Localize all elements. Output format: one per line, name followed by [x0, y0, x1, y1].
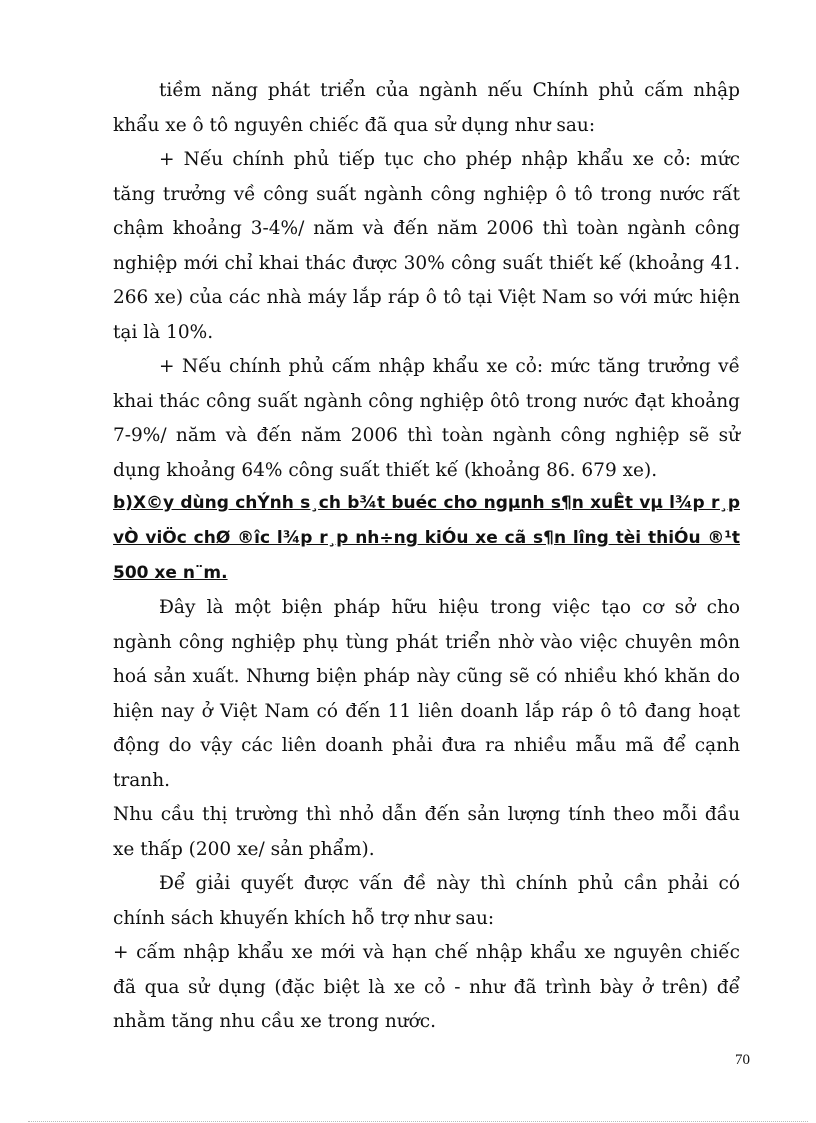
text-block-top — [113, 74, 740, 488]
text-block-bottom — [113, 486, 740, 1040]
paragraph-measure: Đây là một biện pháp hữu hiệu trong việc tạo cơ sở cho ngành công nghiệp phụ tùng phát triển nhờ vào việc chuyên môn hoá sản xuất. Nhưng biện pháp này cũng sẽ có nhiều khó khăn do hiện nay ở Việt Nam có đến 11 liên doanh lắp ráp ô tô đang hoạt động do vậy các liên doanh phải đưa ra nhiều mẫu mã để cạnh tranh. — [113, 597, 740, 791]
paragraph-allow-import: + Nếu chính phủ tiếp tục cho phép nhập khẩu xe cỏ: mức tăng trưởng về công suất ngành công nghiệp ô tô trong nước rất chậm khoảng 3-4%/ năm và đến năm 2006 thì toàn ngành công nghiệp mới chỉ khai thác được 30% công suất thiết kế (khoảng 41. 266 xe) của các nhà máy lắp ráp ô tô tại Việt Nam so với mức hiện tại là 10%. — [113, 149, 740, 343]
bottom-divider — [28, 1121, 808, 1122]
paragraph-ban-import: + Nếu chính phủ cấm nhập khẩu xe cỏ: mức tăng trưởng về khai thác công suất ngành công nghiệp ôtô trong nước đạt khoảng 7-9%/ năm và đến năm 2006 thì toàn ngành công nghiệp sẽ sử dụng khoảng 64% công suất thiết kế (khoảng 86. 679 xe). — [113, 356, 740, 481]
section-heading: b)X©y dùng chÝnh s¸ch b¾t buéc cho ngµnh s¶n xuÊt vµ l¾p r¸p vÒ viÖc chØ ®îc l¾p r¸p nh÷ng kiÓu xe cã s¶n lîng tèi thiÓu ®¹t 500 xe n¨m. — [113, 493, 740, 583]
paragraph-ban-new-cars: + cấm nhập khẩu xe mới và hạn chế nhập khẩu xe nguyên chiếc đã qua sử dụng (đặc biệt là xe cỏ - như đã trình bày ở trên) để nhằm tăng nhu cầu xe trong nước. — [113, 942, 740, 1032]
paragraph-solution: Để giải quyết được vấn đề này thì chính phủ cần phải có chính sách khuyến khích hỗ trợ như sau: — [113, 873, 740, 929]
paragraph-intro: tiềm năng phát triển của ngành nếu Chính phủ cấm nhập khẩu xe ô tô nguyên chiếc đã qua sử dụng như sau: — [113, 80, 740, 136]
page-number: 70 — [735, 1052, 750, 1068]
paragraph-market-demand: Nhu cầu thị trường thì nhỏ dẫn đến sản lượng tính theo mỗi đầu xe thấp (200 xe/ sản phẩm). — [113, 804, 740, 860]
